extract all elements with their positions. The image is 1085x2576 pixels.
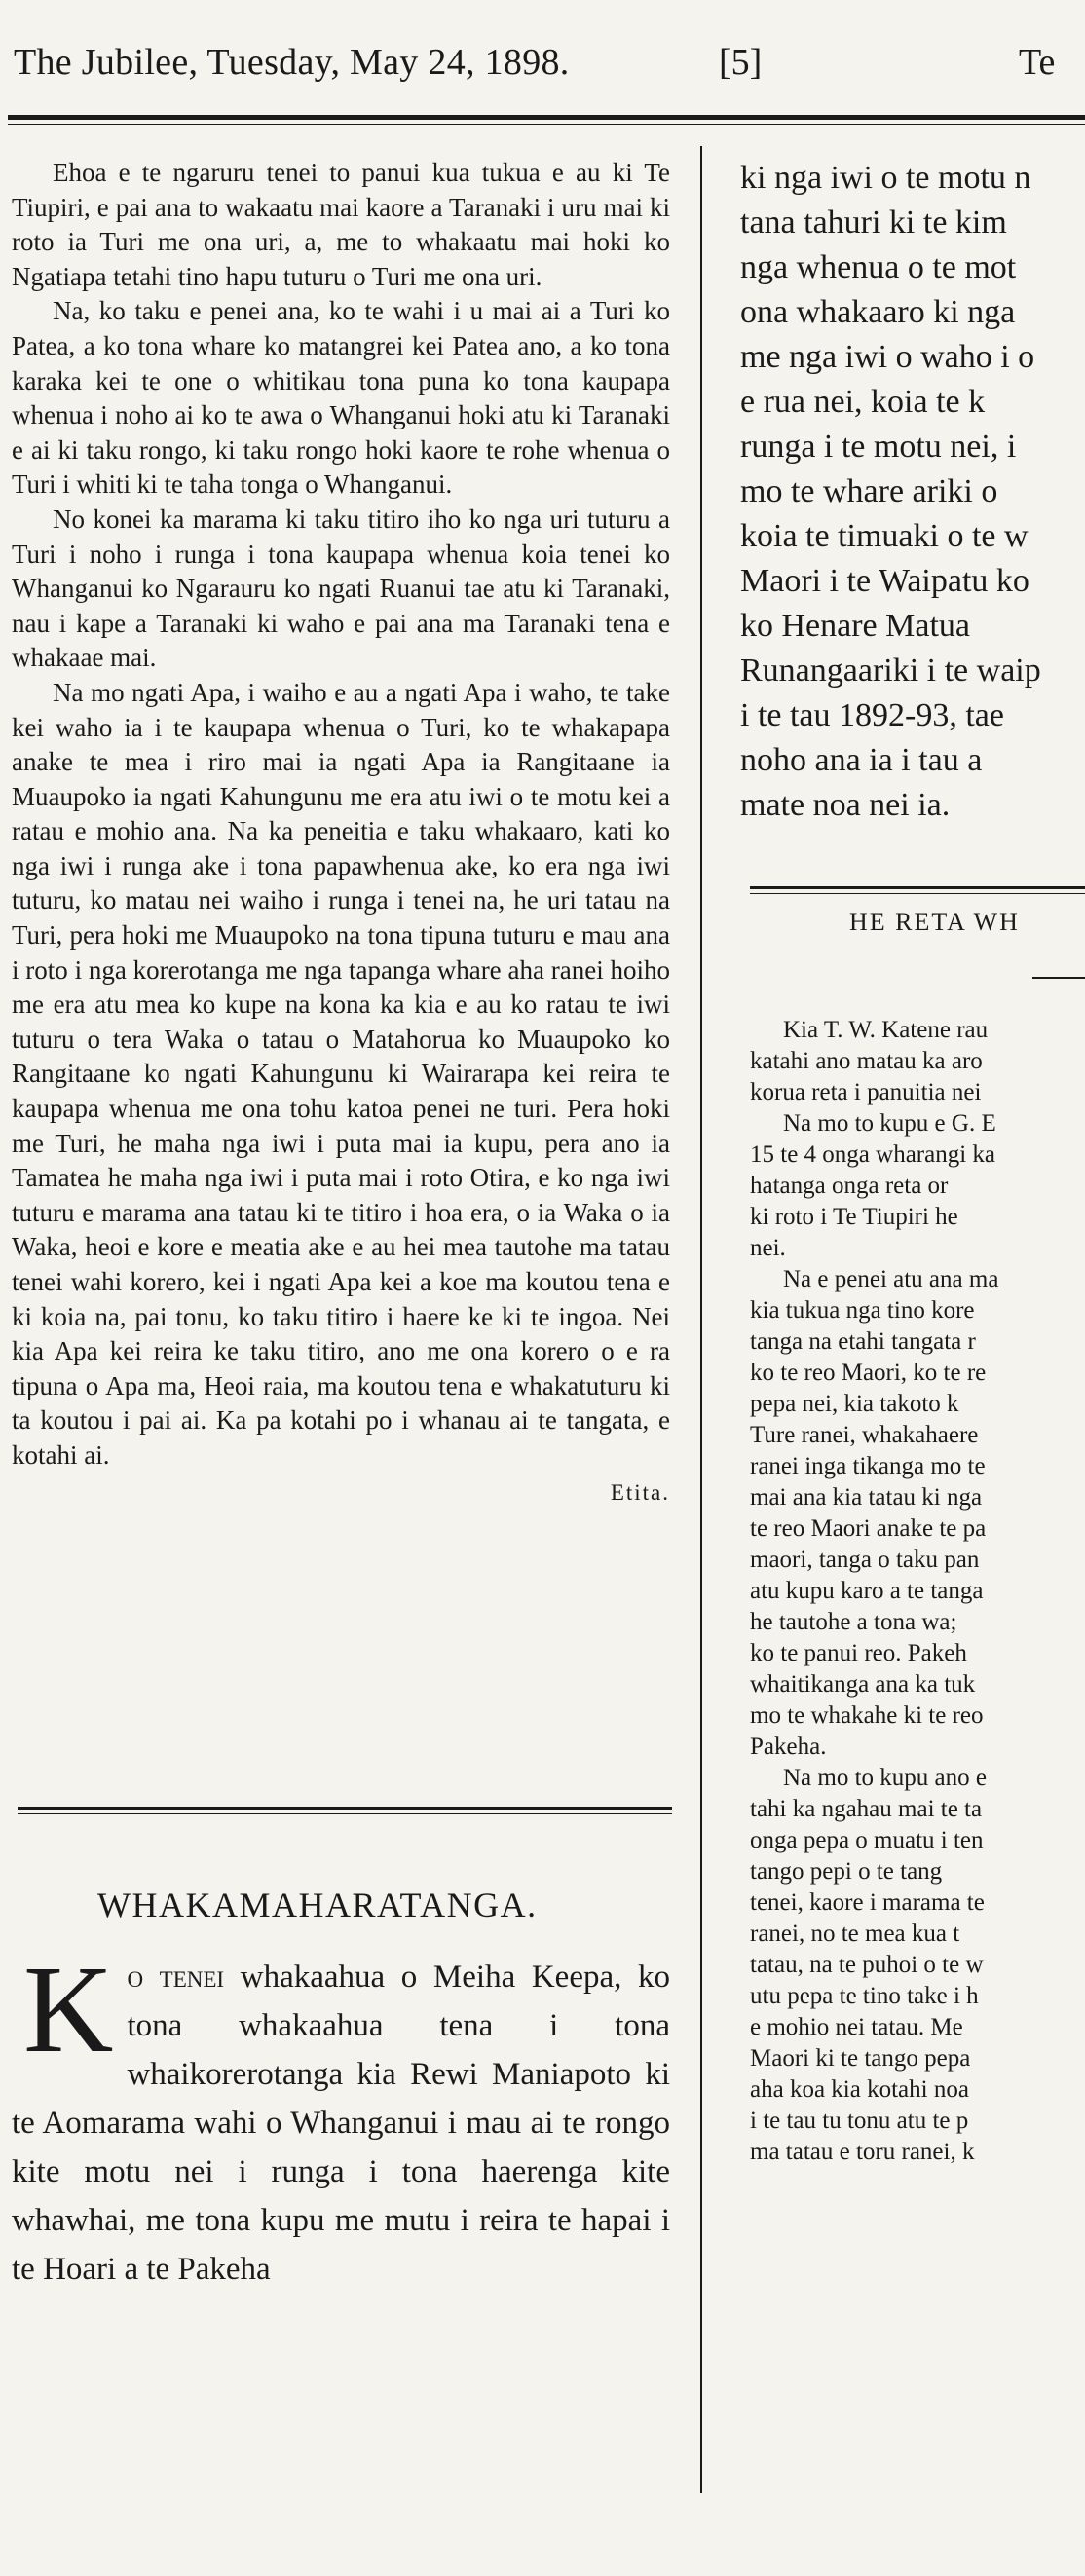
text-line: Na mo to kupu ano e [783,1765,987,1791]
text-line: Na e penei atu ana ma [783,1266,999,1292]
text-line: aha koa kia kotahi noa [750,2076,969,2103]
masthead [0,0,1085,127]
text-line: onga pepa o muatu i ten [750,1827,984,1853]
text-line: i te tau 1892-93, tae [740,697,1004,733]
page-number: [5] [719,42,763,83]
text-line: Pakeha. [750,1734,827,1760]
text-line: i te tau tu tonu atu te p [750,2108,969,2134]
text-line: mo te whare ariki o [740,473,998,509]
section-separator [18,1807,672,1810]
text-line: nga whenua o te mot [740,249,1017,285]
text-line: ona whakaaro ki nga [740,294,1016,330]
text-line: tana tahuri ki te kim [740,205,1007,241]
text-line: tenei, kaore i marama te [750,1889,985,1916]
text-line: ko te panui reo. Pakeh [750,1640,967,1666]
right-separator-thin [750,893,1085,894]
text-line: he tautohe a tona wa; [750,1609,957,1635]
text-line: ko Henare Matua [740,608,971,644]
notice-heading: WHAKAMAHARATANGA. [97,1885,538,1924]
article-paragraph: Na mo ngati Apa, i waiho e au a ngati Apa i waho, te take kei waho ia i te kaupapa whenua o Turi, ko te whakapapa anake te mea i riro mai ia ngati Apa ia Rangitaane ia Muaupoko ia ngati Kahungunu me era atu iwi o te motu kei a ratau e mohio ana. Na ka peneitia e taku whakaaro, kati ko nga iwi i runga ake i tona papawhenua ake, ko era nga iwi tuturu, ko matau nei waiho i runga i tenei na, he uri tatau na Turi, pera hoki me Muaupoko na tona tipuna tuturu e mau ana i roto i nga korerotanga me nga tapanga whare aha ranei hoiho me era atu mea ko kupe na kona ka kia e au ko ratau te iwi tuturu o tera Waka o tatau o Matahorua ko Muaupoko ko Rangitaane ko ngati Kahungunu ki Wairarapa kei reira te kaupapa whenua me ona tohu katoa penei ne turi. Pera hoki me Turi, he maha nga iwi i puta mai ia kupu, pera ano ia Tamatea he maha nga iwi i puta mai i roto Otira, e ko nga iwi tuturu e marama ana tatau ki te titiro i hoa era, o ia Waka o ia Waka, heoi e kore e meatia ake e au hei mea tautohe ma tatau tenei wahi korero, kei i ngati Apa kei a koe ma koutou tena e ki koia na, pai tonu, ko taku titiro i haere ke ki te ingoa. Nei kia Apa kei reira ke taku titiro, ano me ona korero o e ra tipuna o Apa ma, Heoi raia, ma koutou tena e whakatuturu ki ta koutou i pai ai. Ka pa kotahi po i whanau ai te tangata, e kotahi ai. [12,677,670,1470]
text-line: noho ana ia i tau a [740,742,983,778]
notice-body [12,1940,671,2294]
text-line: maori, tanga o taku pan [750,1547,980,1573]
right-separator [750,886,1085,889]
text-line: Maori ki te tango pepa [750,2045,971,2072]
text-line: Maori i te Waipatu ko [740,563,1029,599]
text-line: runga i te motu nei, i [740,429,1017,465]
text-line: ma tatau e toru ranei, k [750,2139,975,2165]
newspaper-title-date: The Jubilee, Tuesday, May 24, 1898. [14,42,570,83]
text-line: nei. [750,1235,786,1261]
text-line: mai ana kia tatau ki nga [750,1484,983,1511]
right-column [740,156,1085,828]
letter-body [750,1015,1085,2168]
text-line: kia tukua nga tino kore [750,1297,975,1324]
text-line: te reo Maori anake te pa [750,1515,987,1542]
text-line: Runangaariki i te waip [740,653,1041,689]
article-signoff: Etita. [610,1479,670,1505]
text-line: utu pepa te tino take i h [750,1983,979,2009]
masthead-rule-thin [8,124,1085,125]
article-paragraph: Na, ko taku e penei ana, ko te wahi i u mai ai a Turi ko Patea, a ko tona whare ko matangrei kei Patea ano, a ko tona karaka kei te one o whitikau tona puna ko tona kaupapa whenua i noho ai ko te awa o Whanganui hoki atu ki Taranaki e ai ki taku rongo, ki taku rongo hoki kaore te rohe whenua o Turi i whiti ki te taha tonga o Whanganui. [12,296,670,500]
text-line: ko te reo Maori, ko te re [750,1360,987,1386]
notice-text: whakaahua o Meiha Keepa, ko tona whakaahua tena i tona whaikorerotanga kia Rewi Maniapoto ki te Aomarama wahi o Whanganui i mau ai te rongo kite motu nei i runga i tona haerenga kite whawhai, me tona kupu me mutu i reira te hapai i te Hoari a te Pakeha [12,1960,671,2287]
text-line: 15 te 4 onga wharangi ka [750,1141,996,1168]
text-line: atu kupu karo a te tanga [750,1578,984,1604]
masthead-rule [8,115,1085,120]
column-divider [700,146,702,2493]
text-line: ranei inga tikanga mo te [750,1453,986,1479]
section-separator-thin [18,1813,672,1814]
masthead-right-fragment: Te [1019,42,1056,83]
text-line: pepa nei, kia takoto k [750,1391,959,1417]
short-rule [1032,977,1085,979]
text-line: hatanga onga reta or [750,1173,949,1199]
text-line: tango pepi o te tang [750,1858,943,1885]
text-line: e mohio nei tatau. Me [750,2014,963,2040]
text-line: katahi ano matau ka aro [750,1048,983,1074]
text-line: tatau, na te puhoi o te w [750,1952,984,1978]
text-line: me nga iwi o waho i o [740,339,1035,375]
right-column-text [740,156,1085,828]
notice-smallcaps: o tenei [127,1960,225,1995]
text-line: e rua nei, koia te k [740,384,986,420]
letter-heading: HE RETA WH [849,908,1020,936]
article-paragraph: Ehoa e te ngaruru tenei to panui kua tukua e au ki Te Tiupiri, e pai ana to wakaatu mai kaore a Taranaki i uru mai ki roto ia Turi me ona uri, a, me to whakaatu mai hoki ko Ngatiapa tetahi tino hapu tuturu o Turi me ona uri. [12,158,670,291]
text-line: Na mo to kupu e G. E [783,1110,996,1137]
text-line: mate noa nei ia. [740,787,951,823]
text-line: ki roto i Te Tiupiri he [750,1204,958,1230]
drop-cap: K [23,1940,114,2078]
article-left [12,156,670,1510]
text-line: ranei, no te mea kua t [750,1921,960,1947]
text-line: koia te timuaki o te w [740,518,1029,554]
text-line: Ture ranei, whakahaere [750,1422,979,1448]
text-line: tanga na etahi tangata r [750,1328,976,1355]
text-line: whaitikanga ana ka tuk [750,1671,976,1698]
text-line: Kia T. W. Katene rau [783,1017,989,1043]
text-line: ki nga iwi o te motu n [740,160,1031,196]
text-line: mo te whakahe ki te reo [750,1702,984,1729]
text-line: korua reta i panuitia nei [750,1079,982,1105]
article-paragraph: No konei ka marama ki taku titiro iho ko nga uri tuturu a Turi i noho i runga i tona kaupapa whenua koia tenei ko Whanganui ko Ngarauru ko ngati Ruanui tae atu ki Taranaki, nau i kape a Taranaki ki waho e pai ana ma Taranaki tena e whakaae mai. [12,504,670,673]
text-line: tahi ka ngahau mai te ta [750,1796,983,1822]
